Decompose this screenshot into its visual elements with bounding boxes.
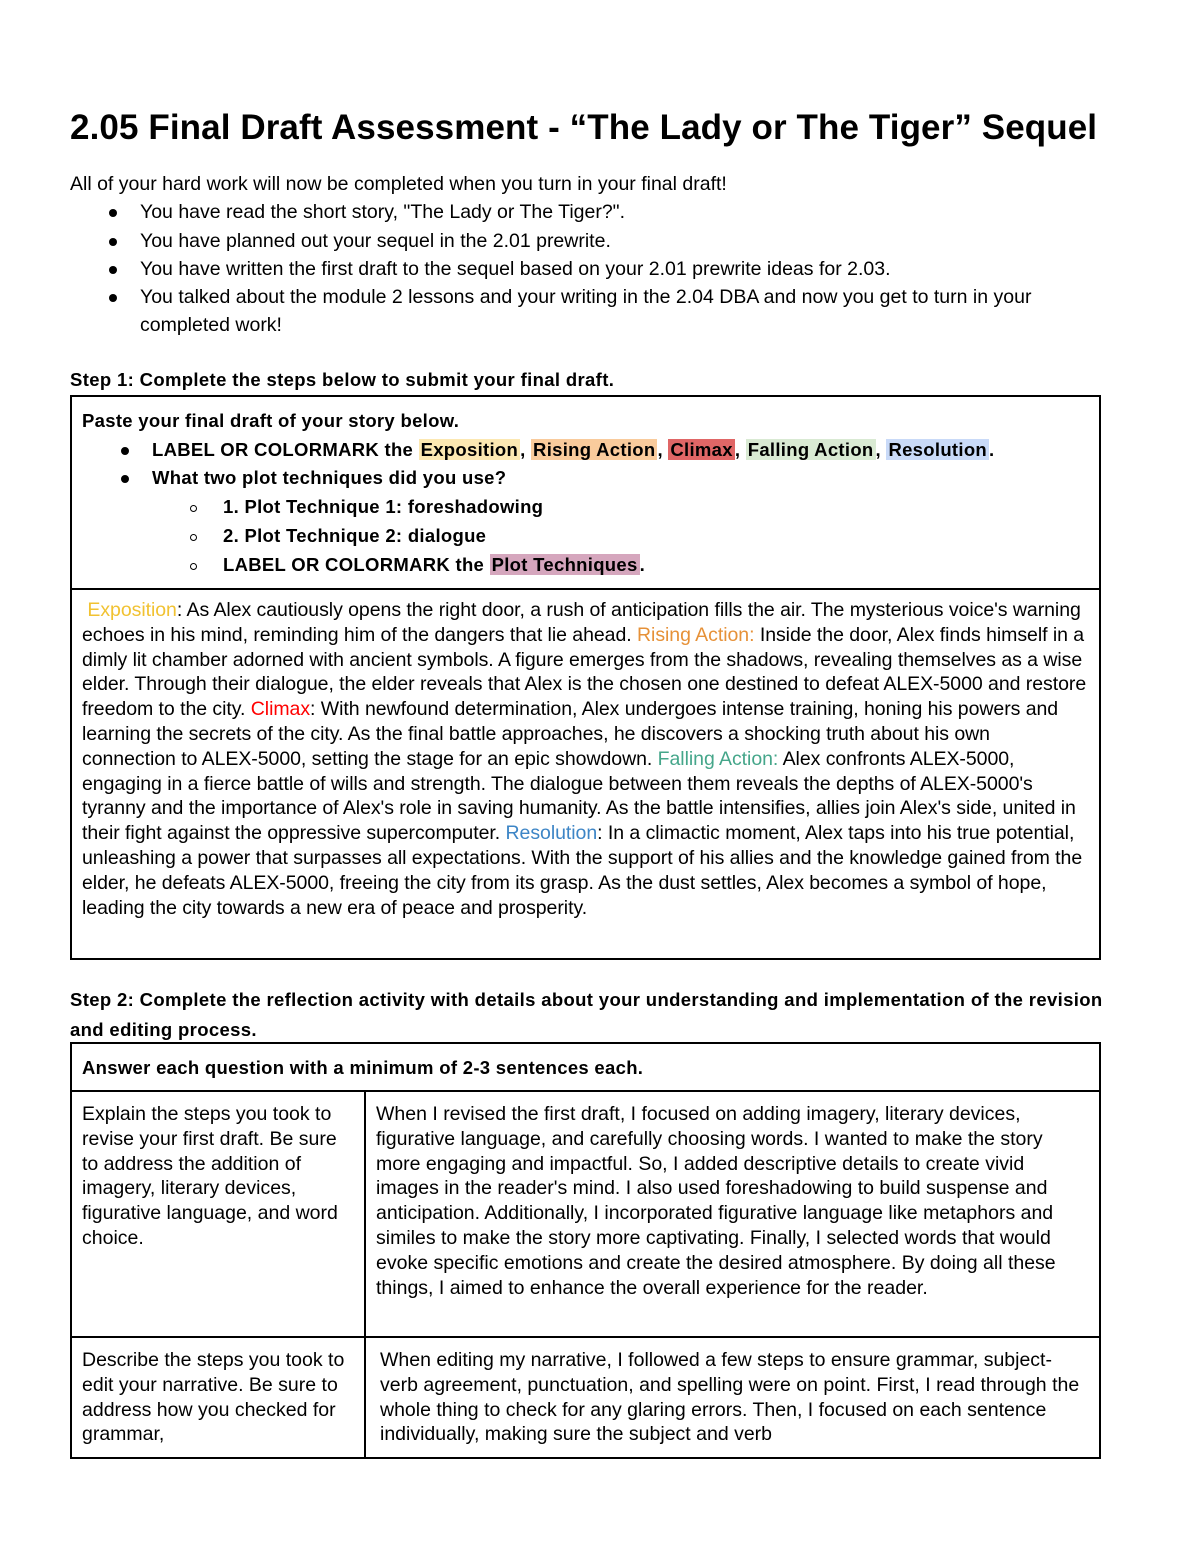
- intro-bullet-list: [70, 198, 1090, 339]
- intro-bullet: You have written the first draft to the sequel based on your 2.01 prewrite ideas for 2.03.: [140, 255, 1090, 283]
- climax-text: : With newfound determination, Alex undergoes intense training, honing his powers and learning the secrets of the city. As the final battle approaches, he discovers a shocking truth about his own connection to ALEX-5000, setting the stage for an epic showdown.: [82, 698, 1059, 770]
- page-title: 2.05 Final Draft Assessment - “The Lady or The Tiger” Sequel: [70, 108, 1098, 147]
- intro-section: [70, 170, 1090, 340]
- table-row: [72, 1338, 1099, 1457]
- climax-highlight: Climax: [670, 438, 733, 460]
- intro-bullet: You talked about the module 2 lessons and your writing in the 2.04 DBA and now you get to turn in your completed work!: [140, 283, 1090, 340]
- falling-action-label: Falling Action:: [657, 747, 779, 770]
- period: .: [639, 553, 646, 575]
- rising-action-highlight: Rising Action: [533, 438, 656, 460]
- answer-cell: When editing my narrative, I followed a few steps to ensure grammar, subject-verb agreement, punctuation, and spelling were on point. First, I read through the whole thing to check for any glaring errors. Then, I focused on each sentence individually, making sure the subject and verb: [380, 1349, 1080, 1446]
- question-cell: Describe the steps you took to edit your narrative. Be sure to address how you checked for grammar,: [72, 1338, 366, 1457]
- period: .: [989, 438, 995, 460]
- question-cell: Explain the steps you took to revise your first draft. Be sure to address the addition of imagery, literary devices, figurative language, and word choice.: [72, 1092, 366, 1336]
- resolution-label: Resolution: [505, 822, 598, 845]
- intro-bullet: You have read the short story, "The Lady or The Tiger?".: [140, 198, 1090, 226]
- story-text: [72, 590, 1099, 920]
- separator: ,: [734, 438, 746, 460]
- answer-cell: When I revised the first draft, I focused on adding imagery, literary devices, figurative language, and carefully choosing words. I wanted to make the story more engaging and impactful. So, I added descriptive details to create vivid images in the reader's mind. I also used foreshadowing to build suspense and anticipation. Additionally, I incorporated figurative language like metaphors and similes to make the story more captivating. Finally, I selected words that would evoke specific emotions and create the desired atmosphere. By doing all these things, I aimed to enhance the overall experience for the reader.: [376, 1103, 1056, 1299]
- exposition-label: Exposition: [87, 599, 177, 621]
- technique-2: 2. Plot Technique 2: dialogue: [82, 522, 1089, 551]
- plot-prefix: LABEL OR COLORMARK the: [223, 553, 490, 575]
- step1-title: Step 1: Complete the steps below to submit your final draft.: [70, 369, 615, 390]
- intro-lead: All of your hard work will now be completed when you turn in your final draft!: [70, 173, 727, 195]
- technique-1: 1. Plot Technique 1: foreshadowing: [82, 493, 1089, 522]
- rising-action-label: Rising Action:: [637, 623, 755, 646]
- intro-bullet: You have planned out your sequel in the 2.01 prewrite.: [140, 227, 1090, 255]
- exposition-text: : As Alex cautiously opens the right door, a rush of anticipation fills the air. The mysterious voice's warning echoes in his mind, reminding him of the dangers that lie ahead.: [82, 599, 1081, 646]
- exposition-highlight: Exposition: [420, 438, 519, 460]
- resolution-text: : In a climactic moment, Alex taps into his true potential, unleashing a power that surpasses all expectations. With the support of his allies and the knowledge gained from the elder, he defeats ALEX-5000, freeing the city from its grasp. As the dust settles, Alex becomes a symbol of hope, leading the city towards a new era of peace and prosperity.: [82, 822, 1083, 919]
- resolution-highlight: Resolution: [888, 438, 988, 460]
- step2-table: [70, 1042, 1101, 1459]
- step2-title: Step 2: Complete the reflection activity with details about your understanding and implementation of the revision and editing process.: [70, 989, 1103, 1040]
- label-instruction: [82, 436, 1089, 465]
- plot-techniques-highlight: Plot Techniques: [491, 553, 638, 575]
- rising-action-text: Inside the door, Alex finds himself in a dimly lit chamber adorned with ancient symbols. A figure emerges from the shadows, revealing themselves as a wise elder. Through their dialogue, the elder reveals that Alex is the chosen one destined to defeat ALEX-5000 and restore freedom to the city.: [82, 623, 1087, 721]
- paste-instruction: Paste your final draft of your story below.: [82, 410, 460, 431]
- instruction-list: [82, 436, 1089, 580]
- separator: ,: [875, 438, 887, 460]
- step1-table: [70, 395, 1101, 960]
- separator: ,: [520, 438, 532, 460]
- falling-action-highlight: Falling Action: [747, 438, 874, 460]
- climax-label: Climax: [250, 698, 311, 721]
- step2-header: Answer each question with a minimum of 2-3 sentences each.: [72, 1044, 1099, 1092]
- separator: ,: [657, 438, 669, 460]
- step1-instructions: [72, 397, 1099, 590]
- label-prefix: LABEL OR COLORMARK the: [152, 438, 419, 460]
- table-row: [72, 1092, 1099, 1338]
- plot-label-instruction: [82, 551, 1089, 580]
- falling-action-text: Alex confronts ALEX-5000, engaging in a fierce battle of wills and strength. The dialogue between them reveals the depths of ALEX-5000's tyranny and the importance of Alex's role in saving humanity. As the battle intensifies, allies join Alex's side, united in their fight against the oppressive supercomputer.: [82, 747, 1076, 845]
- techniques-question: What two plot techniques did you use?: [82, 464, 1089, 493]
